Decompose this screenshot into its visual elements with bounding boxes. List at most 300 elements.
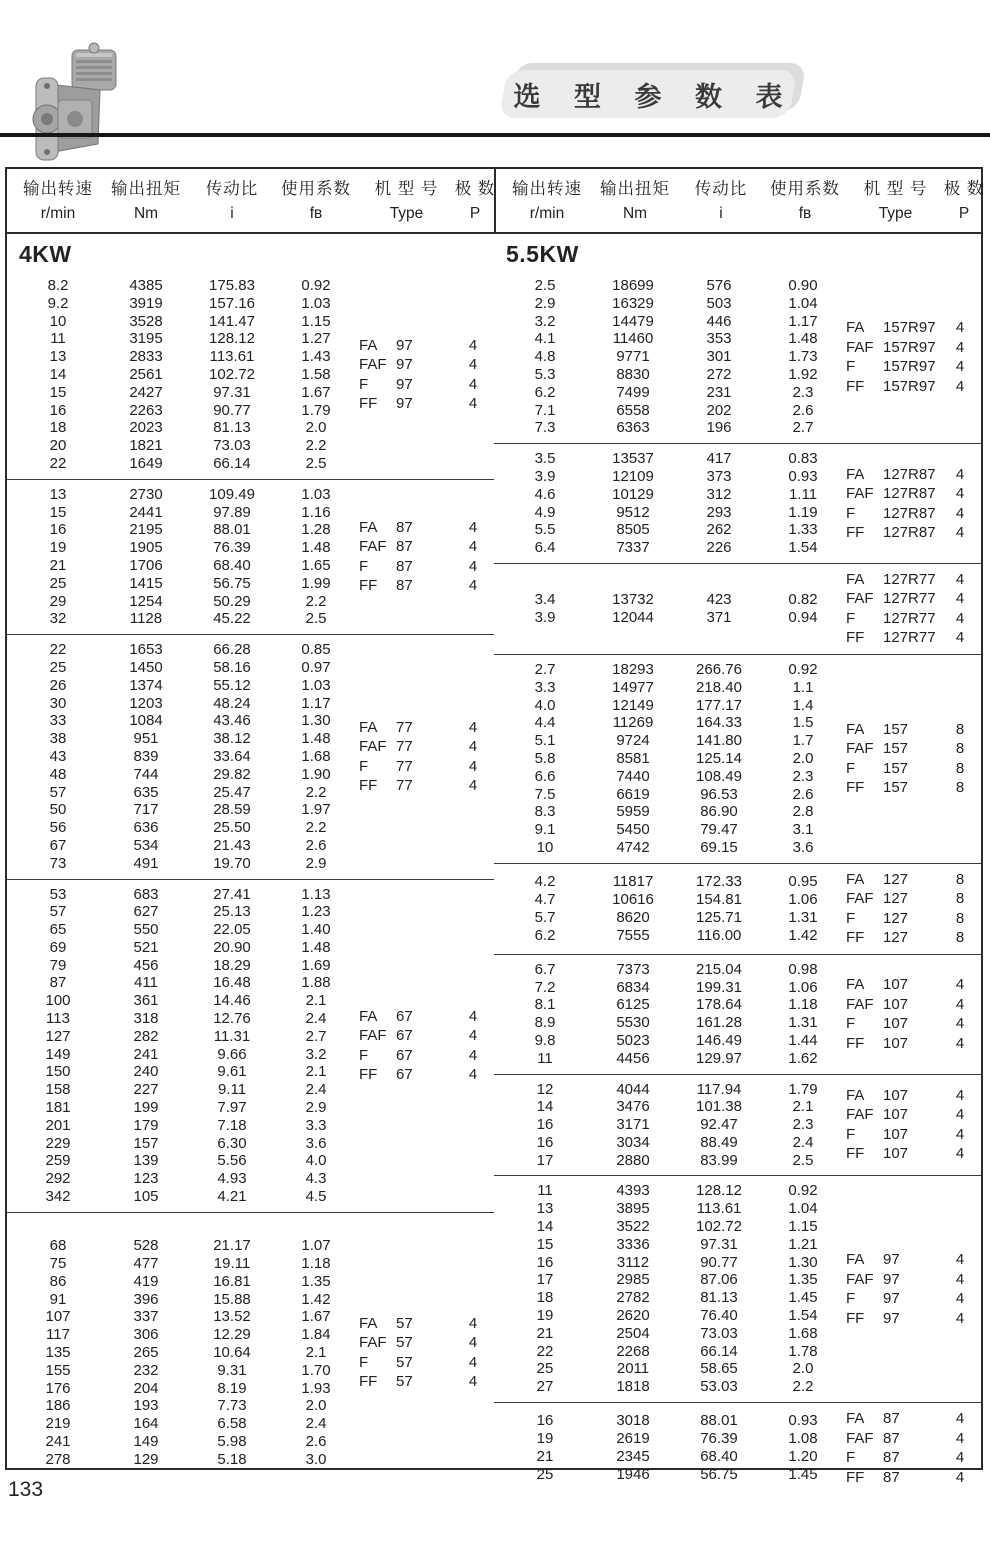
service-factor-value: 1.48 [788,330,818,348]
column-header-unit: P [469,205,481,222]
type-prefix: F [359,757,369,775]
table-row [15,419,359,437]
table-row [502,450,846,468]
table-row [15,1415,359,1433]
type-row [359,537,494,557]
type-list [359,518,494,596]
output-speed-value: 2.7 [534,660,556,678]
service-factor-value: 1.68 [788,1324,818,1342]
ratio-value: 73.03 [700,1324,738,1342]
service-factor-value: 2.4 [305,1081,327,1099]
output-speed-value: 4.0 [534,696,556,714]
poles-value: 4 [955,358,965,376]
output-speed-value: 6.6 [534,767,556,785]
output-speed-value: 21 [536,1448,554,1466]
output-speed-value: 56 [49,819,67,837]
poles-value: 4 [468,1027,478,1045]
table-row [15,313,359,331]
output-torque-value: 744 [133,765,159,783]
column-header-cn: 传动比 [694,180,748,198]
output-torque-value: 717 [133,801,159,819]
output-speed-value: 181 [45,1099,71,1117]
ratio-value: 18.29 [213,956,251,974]
output-torque-value: 6363 [616,419,650,437]
output-torque-value: 5530 [616,1014,650,1032]
output-speed-value: 38 [49,730,67,748]
output-torque-value: 419 [133,1272,159,1290]
service-factor-value: 2.0 [792,749,814,767]
type-row [846,1409,981,1429]
output-torque-value: 636 [133,819,159,837]
service-factor-value: 2.6 [792,785,814,803]
gearmotor-illustration [28,40,124,168]
type-name [846,889,939,909]
ratio-value: 576 [706,277,732,294]
output-torque-value: 4742 [616,838,650,856]
service-factor-value: 1.31 [788,908,818,926]
poles-value: 4 [468,538,478,556]
ratio-value: 81.13 [213,419,251,437]
ratio-value: 90.77 [213,401,251,419]
table-row [15,1028,359,1046]
ratio-value: 423 [706,591,732,609]
type-list [359,1314,494,1392]
ratio-value: 113.61 [696,1200,742,1218]
output-torque-value: 3919 [129,294,163,312]
column-header-cn: 机 型 号 [863,180,928,198]
output-speed-value: 11 [537,1182,553,1200]
output-torque-value: 3528 [129,312,163,330]
column-header-cn: 使用系数 [770,180,840,198]
output-speed-value: 201 [45,1116,71,1134]
service-factor-value: 1.18 [788,996,818,1014]
output-torque-value: 18699 [612,277,654,294]
output-torque-value: 521 [133,938,159,956]
ratio-value: 11.31 [213,1027,251,1045]
table-row [502,909,846,927]
ratio-value: 272 [706,365,732,383]
type-row [359,375,494,395]
table-row [15,1117,359,1135]
type-size: 97 [396,375,413,393]
output-torque-value: 2833 [129,348,163,366]
column-header-unit: Nm [133,205,159,222]
ratio-value: 157.16 [209,294,255,312]
header-divider [0,133,990,137]
ratio-value: 146.49 [696,1031,742,1049]
output-torque-value: 129 [133,1450,159,1468]
output-torque-value: 2561 [129,365,163,383]
type-prefix: FA [846,976,865,994]
table-row [15,455,359,473]
table-row [502,1081,846,1099]
numeric-rows [502,1081,846,1170]
service-factor-value: 1.04 [788,1200,818,1218]
type-row [846,1270,981,1290]
column-header [191,176,273,226]
gearbox-series-group [494,1175,981,1402]
ratio-value: 266.76 [696,660,742,678]
service-factor-value: 3.3 [305,1116,327,1134]
type-name [846,720,939,740]
type-row [846,628,981,648]
numeric-rows [15,886,359,1206]
column-header-unit: i [719,205,723,222]
output-torque-value: 361 [133,992,159,1010]
poles-value: 4 [468,518,478,536]
output-speed-value: 73 [49,854,67,872]
ratio-value: 96.53 [700,785,738,803]
service-factor-value: 0.95 [788,873,818,891]
output-speed-value: 8.2 [47,277,69,294]
type-name [359,1333,452,1353]
output-torque-value: 5450 [616,821,650,839]
ratio-value: 13.52 [213,1308,251,1326]
column-header [943,176,985,226]
type-prefix: F [846,1449,856,1467]
table-row [502,1254,846,1272]
service-factor-value: 2.2 [305,783,327,801]
table-row [502,821,846,839]
type-name [846,377,939,397]
table-row [502,1412,846,1430]
service-factor-value: 1.44 [788,1031,818,1049]
power-rating-label: 4KW [19,241,72,267]
type-size: 127R87 [883,465,936,483]
type-name [846,484,939,504]
numeric-rows [15,1237,359,1468]
output-torque-value: 8620 [616,908,650,926]
output-speed-value: 3.9 [534,608,556,626]
table-row [15,402,359,420]
ratio-value: 45.22 [213,610,251,628]
output-speed-value: 117 [46,1326,70,1344]
service-factor-value: 0.98 [788,960,818,978]
output-speed-value: 342 [45,1188,71,1206]
column-header-cn: 极 数 [454,180,496,198]
output-speed-value: 9.1 [534,821,556,839]
type-size: 97 [883,1270,900,1288]
table-row [502,1152,846,1170]
type-size: 107 [883,995,909,1013]
numeric-rows [502,873,846,944]
type-size: 87 [883,1449,900,1467]
type-size: 157R97 [883,319,936,337]
type-size: 67 [396,1027,413,1045]
service-factor-value: 1.08 [788,1430,818,1448]
table-row [15,1255,359,1273]
ratio-value: 141.80 [696,732,742,750]
type-name [846,739,939,759]
output-speed-value: 33 [49,712,67,730]
poles-value: 4 [468,1007,478,1025]
type-name [846,1270,939,1290]
type-prefix: FA [359,336,378,354]
type-size: 107 [883,1125,909,1143]
service-factor-value: 2.8 [792,803,814,821]
type-size: 127R77 [883,570,936,588]
type-size: 87 [396,518,413,536]
type-size: 127R87 [883,524,936,542]
type-row [846,523,981,543]
output-torque-value: 1128 [129,610,163,628]
poles-value: 4 [955,1309,965,1327]
type-prefix: FA [359,718,378,736]
output-speed-value: 127 [45,1027,71,1045]
table-row [15,748,359,766]
table-row [15,575,359,593]
output-torque-value: 1946 [616,1465,650,1483]
output-speed-value: 13 [536,1200,554,1218]
service-factor-value: 2.3 [792,767,814,785]
service-factor-value: 2.4 [792,1133,814,1151]
output-torque-value: 1374 [129,676,163,694]
service-factor-value: 2.1 [305,1063,327,1081]
ratio-value: 76.39 [700,1430,738,1448]
ratio-value: 12.29 [213,1326,251,1344]
table-row [502,1307,846,1325]
type-size: 77 [396,777,413,795]
type-prefix: FAF [846,995,874,1013]
type-row [846,975,981,995]
output-speed-value: 7.2 [534,978,556,996]
type-list [846,570,981,648]
type-size: 87 [396,557,413,575]
table-row [502,661,846,679]
type-prefix: FAF [846,590,874,608]
poles-value: 4 [955,1106,965,1124]
table-row [15,921,359,939]
service-factor-value: 2.0 [305,1397,327,1415]
service-factor-value: 1.4 [792,696,814,714]
type-row [846,1250,981,1270]
service-factor-value: 1.79 [788,1080,818,1098]
numeric-rows [15,486,359,628]
ratio-value: 21.17 [213,1237,251,1255]
type-row [846,504,981,524]
table-row [502,891,846,909]
table-row [502,1134,846,1152]
output-speed-value: 16 [536,1412,554,1430]
column-header-unit: r/min [529,205,565,222]
type-size: 157R97 [883,358,936,376]
ratio-value: 56.75 [213,574,251,592]
output-torque-value: 9771 [616,348,650,366]
output-torque-value: 1203 [129,694,163,712]
output-speed-value: 7.1 [534,401,556,419]
type-row [846,465,981,485]
column-header-cn: 使用系数 [281,180,351,198]
output-torque-value: 3522 [616,1218,650,1236]
service-factor-value: 2.7 [792,419,814,437]
ratio-value: 27.41 [213,885,251,903]
output-speed-value: 91 [49,1290,67,1308]
service-factor-value: 1.21 [788,1235,818,1253]
type-row [846,778,981,798]
output-speed-value: 107 [45,1308,71,1326]
service-factor-value: 1.97 [301,801,331,819]
output-speed-value: 16 [536,1133,554,1151]
ratio-value: 87.06 [700,1271,738,1289]
output-torque-value: 9512 [616,503,650,521]
output-torque-value: 1649 [129,454,163,472]
poles-value: 4 [955,524,965,542]
output-torque-value: 456 [133,956,159,974]
table-row [15,730,359,748]
type-size: 97 [396,356,413,374]
table-row [15,801,359,819]
table-row [502,1116,846,1134]
numeric-rows [502,1182,846,1396]
service-factor-value: 1.78 [788,1342,818,1360]
poles-value: 8 [955,909,965,927]
type-size: 87 [396,577,413,595]
output-speed-value: 5.5 [534,521,556,539]
table-row [502,1032,846,1050]
output-speed-value: 11 [537,1049,553,1067]
output-speed-value: 2.9 [534,294,556,312]
column-header [101,176,191,226]
output-torque-value: 528 [133,1237,159,1255]
ratio-value: 15.88 [213,1290,251,1308]
type-size: 97 [396,336,413,354]
type-size: 67 [396,1066,413,1084]
ratio-value: 7.97 [217,1099,247,1117]
output-speed-value: 12 [536,1080,554,1098]
table-row [15,1326,359,1344]
table-row [502,504,846,522]
ratio-value: 101.38 [696,1098,742,1116]
output-speed-value: 3.4 [534,591,556,609]
service-factor-value: 0.97 [301,658,331,676]
type-prefix: F [359,1353,369,1371]
type-row [846,870,981,890]
table-row [15,1362,359,1380]
service-factor-value: 1.88 [301,974,331,992]
type-prefix: FA [846,1251,865,1269]
output-torque-value: 139 [133,1152,159,1170]
output-speed-value: 16 [49,521,67,539]
service-factor-value: 0.85 [301,641,331,659]
column-header-unit: r/min [40,205,76,222]
table-row [502,1200,846,1218]
ratio-value: 202 [706,401,732,419]
table-row [502,839,846,857]
output-speed-value: 6.2 [534,926,556,944]
type-size: 97 [883,1251,900,1269]
type-row [359,737,494,757]
table-row [502,1448,846,1466]
service-factor-value: 0.92 [788,660,818,678]
service-factor-value: 1.23 [301,903,331,921]
type-name [846,1086,939,1106]
type-prefix: F [359,1046,369,1064]
service-factor-value: 1.67 [301,383,331,401]
service-factor-value: 2.6 [305,836,327,854]
type-size: 97 [883,1309,900,1327]
service-factor-value: 1.48 [301,730,331,748]
output-torque-value: 477 [133,1255,159,1273]
output-torque-value: 14977 [612,678,654,696]
column-header [359,176,454,226]
service-factor-value: 1.06 [788,890,818,908]
service-factor-value: 1.93 [301,1379,331,1397]
type-size: 127R77 [883,629,936,647]
poles-value: 4 [955,590,965,608]
type-name [359,1372,452,1392]
table-row [502,277,846,295]
gearbox-series-group [7,479,494,634]
group-list [7,271,494,1493]
ratio-value: 69.15 [700,838,738,856]
type-prefix: F [846,909,856,927]
type-row [846,357,981,377]
ratio-value: 97.31 [213,383,251,401]
output-torque-value: 7440 [616,767,650,785]
type-size: 77 [396,718,413,736]
service-factor-value: 1.03 [301,676,331,694]
ratio-value: 76.39 [213,539,251,557]
type-row [359,1026,494,1046]
type-name [359,375,452,395]
gearbox-series-group [494,654,981,863]
table-row [15,1344,359,1362]
ratio-value: 125.14 [696,749,742,767]
ratio-value: 373 [706,467,732,485]
column-header-unit: P [958,205,970,222]
poles-value: 4 [955,1145,965,1163]
output-torque-value: 1653 [129,641,163,659]
type-list [846,720,981,798]
type-size: 157R97 [883,338,936,356]
ratio-value: 9.66 [217,1045,247,1063]
ratio-value: 417 [706,450,732,468]
output-torque-value: 6125 [616,996,650,1014]
type-name [846,1409,939,1429]
ratio-value: 371 [706,608,732,626]
output-torque-value: 164 [133,1415,159,1433]
type-list [359,336,494,414]
type-prefix: FAF [846,1106,874,1124]
output-speed-value: 3.2 [534,312,556,330]
table-row [502,697,846,715]
output-speed-value: 5.8 [534,749,556,767]
ratio-value: 68.40 [700,1448,738,1466]
output-torque-value: 3018 [616,1412,650,1430]
output-speed-value: 19 [49,539,67,557]
service-factor-value: 2.1 [305,992,327,1010]
type-name [846,523,939,543]
output-speed-value: 65 [49,921,67,939]
type-prefix: F [846,759,856,777]
ratio-value: 109.49 [209,485,255,503]
column-header-unit: fʙ [798,205,812,222]
type-row [846,889,981,909]
service-factor-value: 2.9 [305,854,327,872]
type-name [359,355,452,375]
output-torque-value: 204 [133,1379,159,1397]
service-factor-value: 1.13 [301,885,331,903]
type-row [359,336,494,356]
column-header-unit: Nm [622,205,648,222]
output-speed-value: 16 [536,1116,554,1134]
type-prefix: FAF [846,485,874,503]
type-row [846,1309,981,1329]
type-list [846,318,981,396]
output-speed-value: 292 [45,1170,71,1188]
table-row [502,521,846,539]
output-torque-value: 4385 [129,277,163,294]
